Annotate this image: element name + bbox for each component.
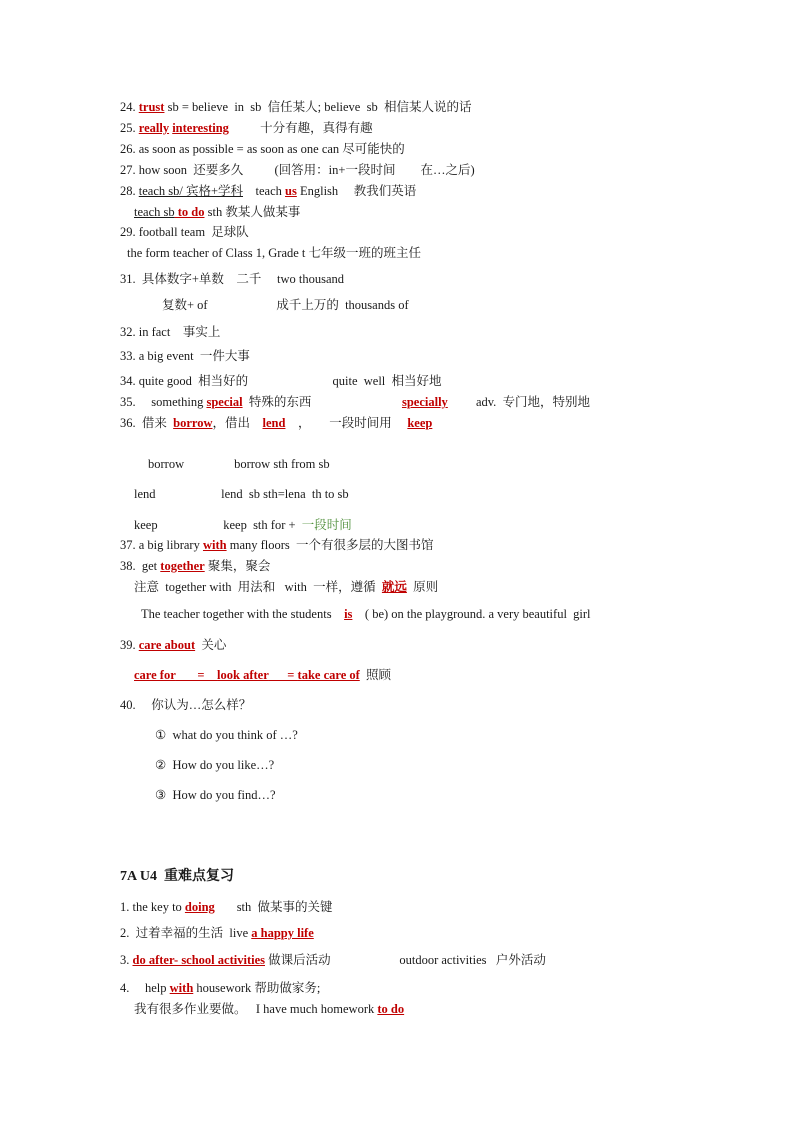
item-36-keep [134,517,352,533]
text: ② How do you like…? [155,758,275,772]
underlined-text: teach sb/ 宾格+学科 [138,184,244,198]
text: 1. the key to [120,900,185,914]
item-40 [120,697,251,713]
answer: to do [377,1002,405,1016]
text: teach [243,184,286,198]
answer: with [169,981,194,995]
answer: special [206,395,243,409]
item-40-3 [155,787,276,803]
answer: really [138,121,170,135]
item-31 [120,271,344,287]
item-24 [120,99,471,115]
item-40-1 [155,727,298,743]
u4-item-3 [120,952,546,968]
item-38-note [134,579,438,595]
text: 做课后活动 outdoor activities 户外活动 [265,953,546,967]
text: 注意 together with 用法和 with 一样，遵循 [134,580,382,594]
text: 38. get [120,559,161,573]
item-35 [120,394,590,410]
section-heading [120,869,234,885]
item-26 [120,141,405,157]
underlined-text: teach sb [134,205,175,219]
text: housework 帮助做家务; [193,981,321,995]
text: ① what do you think of …? [155,728,298,742]
text: lend lend sb sth=lena th to sb [134,487,349,501]
text: 32. in fact 事实上 [120,325,221,339]
answer: lend [262,416,286,430]
text: 39. [120,638,139,652]
item-38-example [141,606,591,622]
text: 聚集，聚会 [204,559,271,573]
u4-item-2 [120,925,314,941]
text: many floors 一个有很多层的大图书馆 [226,538,434,552]
heading-text: 7A U4 重难点复习 [120,869,234,884]
answer: a happy life [251,926,314,940]
text: 26. as soon as possible = as soon as one can 尽可能快的 [120,142,405,156]
item-30 [127,245,421,261]
text: sb = believe in sb 信任某人; believe sb 相信某人说的话 [164,100,472,114]
text: ， 一段时间用 [285,416,408,430]
text: 24. [120,100,139,114]
answer: with [202,538,227,552]
answer: to do [174,205,205,219]
highlight-text: 一段时间 [301,518,352,532]
item-39-b [134,667,391,683]
text: keep keep sth for + [134,518,302,532]
answer: keep [407,416,433,430]
text: sth 教某人做某事 [204,205,301,219]
text: borrow borrow sth from sb [148,457,330,471]
text: 4. help [120,981,170,995]
text: ③ How do you find…? [155,788,276,802]
answer: = [175,668,218,682]
text: 28. [120,184,139,198]
text: 我有很多作业要做。 I have much homework [134,1002,378,1016]
text: English 教我们英语 [296,184,417,198]
u4-item-1 [120,899,333,915]
answer: trust [138,100,165,114]
answer: 就远 [381,580,407,594]
item-39 [120,637,226,653]
u4-item-4-b [134,1001,404,1017]
answer: look after [217,668,269,682]
answer: doing [184,900,215,914]
text: 33. a big event 一件大事 [120,349,250,363]
answer: care for [134,668,176,682]
item-29 [120,224,249,240]
text: 40. 你认为…怎么样？ [120,698,252,712]
text: 3. [120,953,133,967]
text: 36. 借来 [120,416,174,430]
item-38 [120,558,270,574]
text: 特殊的东西 [242,395,402,409]
answer: is [344,607,353,621]
text: 29. football team 足球队 [120,225,249,239]
text: sth 做某事的关键 [214,900,333,914]
text: 37. a big library [120,538,203,552]
text: the form teacher of Class 1, Grade t 七年级一班的班主任 [127,246,422,260]
text: 关心 [195,638,227,652]
answer: borrow [173,416,213,430]
text: ( be) on the playground. a very beautiful girl [352,607,591,621]
item-36 [120,415,432,431]
item-28-b [134,204,300,220]
item-31-b [162,297,409,313]
item-34 [120,373,442,389]
answer: together [160,559,205,573]
item-36-borrow [148,456,330,472]
text: 34. quite good 相当好的 quite well 相当好地 [120,374,442,388]
item-36-lend [134,486,349,502]
item-25 [120,120,373,136]
answer: do after- school activities [132,953,265,967]
text: 十分有趣，真得有趣 [228,121,373,135]
text: ，借出 [212,416,263,430]
u4-item-4 [120,980,320,996]
text: 照顾 [359,668,392,682]
answer: care about [138,638,196,652]
item-28 [120,183,416,199]
answer: specially [401,395,448,409]
text: 复数+ of 成千上万的 thousands of [162,298,409,312]
answer: take care of [297,668,360,682]
text: 35. something [120,395,207,409]
text: 原则 [406,580,439,594]
answer: us [285,184,297,198]
item-33 [120,348,250,364]
text: adv. 专门地，特别地 [447,395,591,409]
item-37 [120,537,434,553]
text: 31. 具体数字+单数 二千 two thousand [120,272,345,286]
text: 2. 过着幸福的生活 live [120,926,252,940]
item-27 [120,162,475,178]
text: 25. [120,121,139,135]
item-40-2 [155,757,274,773]
text: The teacher together with the students [141,607,345,621]
answer: = [268,668,298,682]
item-32 [120,324,220,340]
answer: interesting [172,121,229,135]
text: 27. how soon 还要多久 (回答用：in+一段时间 在…之后) [120,163,475,177]
